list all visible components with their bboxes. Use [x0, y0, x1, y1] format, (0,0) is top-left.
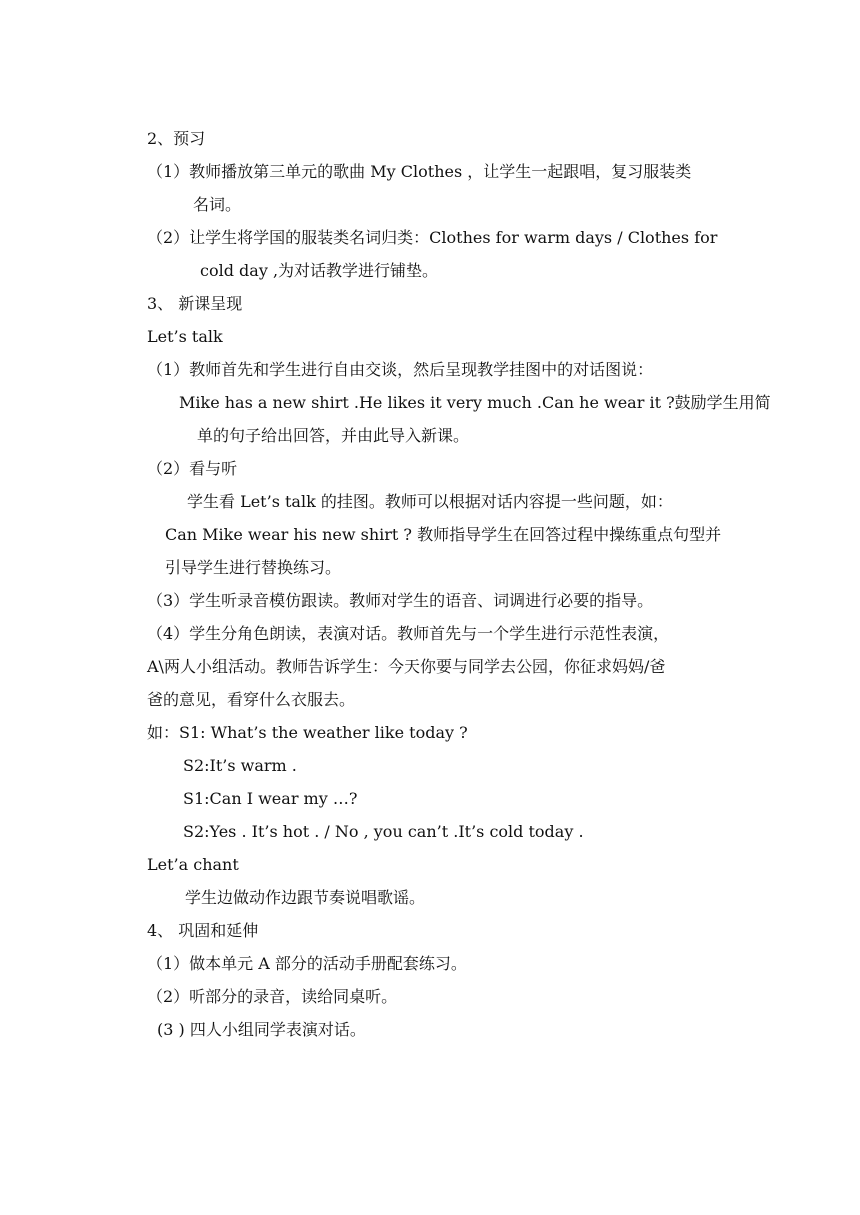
subheading-lets-chant: Let’a chant [147, 855, 239, 874]
heading-consolidate: 4、 巩固和延伸 [147, 921, 259, 940]
dialog-line: S1:Can I wear my …? [183, 789, 358, 808]
paragraph-line: Mike has a new shirt .He likes it very much .Can he wear it ?鼓励学生用简 [179, 393, 771, 412]
dialog-line: S2:Yes . It’s hot . / No , you can’t .It’s cold today . [183, 822, 584, 841]
paragraph-line: 名词。 [193, 195, 242, 214]
dialog-line: S2:It’s warm . [183, 756, 297, 775]
paragraph-line: （3）学生听录音模仿跟读。教师对学生的语音、词调进行必要的指导。 [147, 591, 654, 610]
paragraph-line: cold day ,为对话教学进行铺垫。 [200, 261, 439, 280]
paragraph-line: A\两人小组活动。教师告诉学生：今天你要与同学去公园，你征求妈妈/爸 [147, 657, 666, 676]
dialog-line: 如：S1: What’s the weather like today ? [147, 723, 468, 742]
paragraph-line: （2）让学生将学国的服装类名词归类：Clothes for warm days / Clothes for [147, 228, 718, 247]
heading-preview: 2、预习 [147, 129, 206, 148]
paragraph-line: （4）学生分角色朗读，表演对话。教师首先与一个学生进行示范性表演， [147, 624, 670, 643]
paragraph-line: （2）看与听 [147, 459, 238, 478]
paragraph-line: （2）听部分的录音，读给同桌听。 [147, 987, 398, 1006]
paragraph-line: 引导学生进行替换练习。 [165, 558, 342, 577]
subheading-lets-talk: Let’s talk [147, 327, 223, 346]
paragraph-line: Can Mike wear his new shirt ? 教师指导学生在回答过程中操练重点句型并 [165, 525, 722, 544]
paragraph-line: （1）教师播放第三单元的歌曲 My Clothes ，让学生一起跟唱，复习服装类 [147, 162, 692, 181]
paragraph-line: 单的句子给出回答，并由此导入新课。 [197, 426, 470, 445]
paragraph-line: 爸的意见，看穿什么衣服去。 [147, 690, 356, 709]
paragraph-line: （1）教师首先和学生进行自由交谈，然后呈现教学挂图中的对话图说： [147, 360, 654, 379]
paragraph-line: 学生看 Let’s talk 的挂图。教师可以根据对话内容提一些问题，如： [187, 492, 673, 511]
heading-new-lesson: 3、 新课呈现 [147, 294, 243, 313]
paragraph-line: (3 ) 四人小组同学表演对话。 [157, 1020, 366, 1039]
paragraph-line: 学生边做动作边跟节奏说唱歌谣。 [185, 888, 426, 907]
paragraph-line: （1）做本单元 A 部分的活动手册配套练习。 [147, 954, 467, 973]
